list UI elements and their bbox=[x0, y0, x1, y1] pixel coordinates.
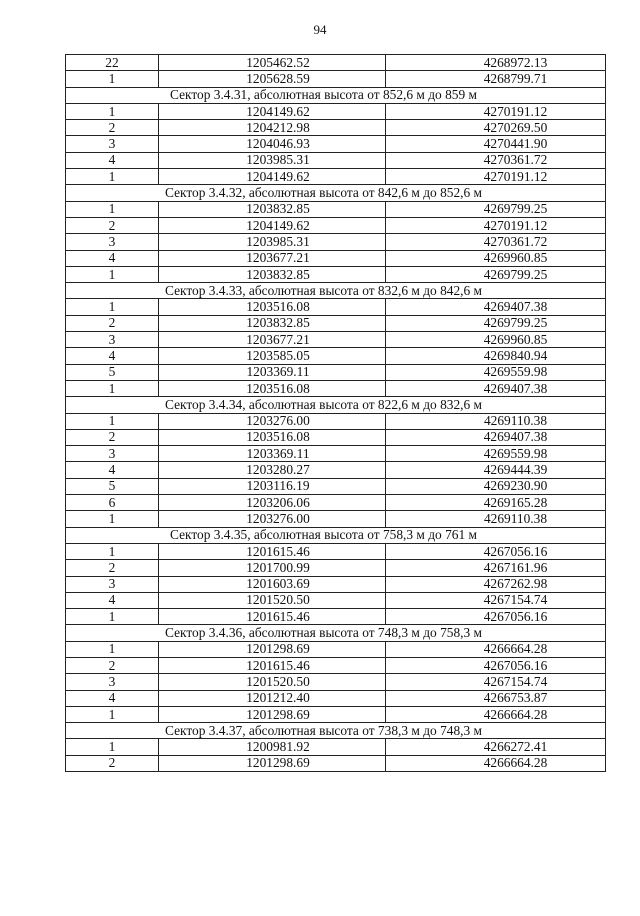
x-coordinate-cell: 1203516.08 bbox=[159, 299, 386, 315]
y-coordinate-cell: 4269230.90 bbox=[386, 478, 606, 494]
sector-title: Сектор 3.4.36, абсолютная высота от 748,3 м до 758,3 м bbox=[66, 625, 606, 641]
y-coordinate-cell: 4267262.98 bbox=[386, 576, 606, 592]
point-number-cell: 1 bbox=[66, 71, 159, 87]
x-coordinate-cell: 1203985.31 bbox=[159, 152, 386, 168]
x-coordinate-cell: 1201603.69 bbox=[159, 576, 386, 592]
x-coordinate-cell: 1204149.62 bbox=[159, 217, 386, 233]
x-coordinate-cell: 1201615.46 bbox=[159, 609, 386, 625]
table-row bbox=[66, 511, 606, 527]
point-number-cell: 5 bbox=[66, 478, 159, 494]
point-number-cell: 2 bbox=[66, 429, 159, 445]
y-coordinate-cell: 4267056.16 bbox=[386, 543, 606, 559]
table-row bbox=[66, 201, 606, 217]
table-row bbox=[66, 380, 606, 396]
point-number-cell: 2 bbox=[66, 315, 159, 331]
x-coordinate-cell: 1205628.59 bbox=[159, 71, 386, 87]
y-coordinate-cell: 4270441.90 bbox=[386, 136, 606, 152]
table-row bbox=[66, 576, 606, 592]
table-row bbox=[66, 332, 606, 348]
y-coordinate-cell: 4269110.38 bbox=[386, 413, 606, 429]
table-row bbox=[66, 429, 606, 445]
x-coordinate-cell: 1203832.85 bbox=[159, 266, 386, 282]
x-coordinate-cell: 1203280.27 bbox=[159, 462, 386, 478]
table-row bbox=[66, 478, 606, 494]
y-coordinate-cell: 4270361.72 bbox=[386, 234, 606, 250]
y-coordinate-cell: 4266272.41 bbox=[386, 739, 606, 755]
point-number-cell: 1 bbox=[66, 609, 159, 625]
table-row bbox=[66, 217, 606, 233]
point-number-cell: 1 bbox=[66, 169, 159, 185]
point-number-cell: 22 bbox=[66, 55, 159, 71]
x-coordinate-cell: 1203116.19 bbox=[159, 478, 386, 494]
sector-title: Сектор 3.4.31, абсолютная высота от 852,6 м до 859 м bbox=[66, 87, 606, 103]
y-coordinate-cell: 4269960.85 bbox=[386, 250, 606, 266]
table-row bbox=[66, 462, 606, 478]
y-coordinate-cell: 4270361.72 bbox=[386, 152, 606, 168]
table-row bbox=[66, 495, 606, 511]
x-coordinate-cell: 1201212.40 bbox=[159, 690, 386, 706]
table-row bbox=[66, 706, 606, 722]
point-number-cell: 1 bbox=[66, 201, 159, 217]
x-coordinate-cell: 1203985.31 bbox=[159, 234, 386, 250]
point-number-cell: 3 bbox=[66, 234, 159, 250]
y-coordinate-cell: 4270191.12 bbox=[386, 103, 606, 119]
y-coordinate-cell: 4269407.38 bbox=[386, 299, 606, 315]
table-row bbox=[66, 413, 606, 429]
x-coordinate-cell: 1200981.92 bbox=[159, 739, 386, 755]
table-row bbox=[66, 543, 606, 559]
y-coordinate-cell: 4266664.28 bbox=[386, 706, 606, 722]
y-coordinate-cell: 4266664.28 bbox=[386, 641, 606, 657]
table-row bbox=[66, 690, 606, 706]
x-coordinate-cell: 1204149.62 bbox=[159, 103, 386, 119]
y-coordinate-cell: 4269559.98 bbox=[386, 364, 606, 380]
coordinates-table-body bbox=[66, 55, 606, 772]
point-number-cell: 6 bbox=[66, 495, 159, 511]
x-coordinate-cell: 1204212.98 bbox=[159, 120, 386, 136]
x-coordinate-cell: 1203369.11 bbox=[159, 446, 386, 462]
x-coordinate-cell: 1203369.11 bbox=[159, 364, 386, 380]
table-row bbox=[66, 103, 606, 119]
table-row bbox=[66, 755, 606, 771]
y-coordinate-cell: 4269960.85 bbox=[386, 332, 606, 348]
y-coordinate-cell: 4267056.16 bbox=[386, 609, 606, 625]
y-coordinate-cell: 4269559.98 bbox=[386, 446, 606, 462]
page-number: 94 bbox=[313, 22, 327, 37]
x-coordinate-cell: 1201298.69 bbox=[159, 755, 386, 771]
point-number-cell: 1 bbox=[66, 266, 159, 282]
point-number-cell: 4 bbox=[66, 152, 159, 168]
x-coordinate-cell: 1204046.93 bbox=[159, 136, 386, 152]
sector-header-row bbox=[66, 527, 606, 543]
table-row bbox=[66, 169, 606, 185]
x-coordinate-cell: 1203585.05 bbox=[159, 348, 386, 364]
y-coordinate-cell: 4266664.28 bbox=[386, 755, 606, 771]
y-coordinate-cell: 4269407.38 bbox=[386, 429, 606, 445]
table-row bbox=[66, 234, 606, 250]
y-coordinate-cell: 4269110.38 bbox=[386, 511, 606, 527]
point-number-cell: 4 bbox=[66, 592, 159, 608]
x-coordinate-cell: 1203832.85 bbox=[159, 315, 386, 331]
x-coordinate-cell: 1203677.21 bbox=[159, 250, 386, 266]
point-number-cell: 3 bbox=[66, 332, 159, 348]
y-coordinate-cell: 4267161.96 bbox=[386, 560, 606, 576]
sector-title: Сектор 3.4.33, абсолютная высота от 832,6 м до 842,6 м bbox=[66, 283, 606, 299]
sector-title: Сектор 3.4.34, абсолютная высота от 822,6 м до 832,6 м bbox=[66, 397, 606, 413]
point-number-cell: 1 bbox=[66, 543, 159, 559]
y-coordinate-cell: 4270191.12 bbox=[386, 217, 606, 233]
x-coordinate-cell: 1201298.69 bbox=[159, 641, 386, 657]
y-coordinate-cell: 4269799.25 bbox=[386, 201, 606, 217]
table-row bbox=[66, 364, 606, 380]
x-coordinate-cell: 1203516.08 bbox=[159, 429, 386, 445]
sector-header-row bbox=[66, 185, 606, 201]
y-coordinate-cell: 4268972.13 bbox=[386, 55, 606, 71]
point-number-cell: 2 bbox=[66, 217, 159, 233]
point-number-cell: 4 bbox=[66, 462, 159, 478]
table-row bbox=[66, 641, 606, 657]
x-coordinate-cell: 1203832.85 bbox=[159, 201, 386, 217]
x-coordinate-cell: 1201700.99 bbox=[159, 560, 386, 576]
point-number-cell: 2 bbox=[66, 560, 159, 576]
sector-header-row bbox=[66, 625, 606, 641]
point-number-cell: 3 bbox=[66, 136, 159, 152]
point-number-cell: 2 bbox=[66, 657, 159, 673]
x-coordinate-cell: 1203677.21 bbox=[159, 332, 386, 348]
x-coordinate-cell: 1201615.46 bbox=[159, 543, 386, 559]
x-coordinate-cell: 1204149.62 bbox=[159, 169, 386, 185]
x-coordinate-cell: 1205462.52 bbox=[159, 55, 386, 71]
table-row bbox=[66, 299, 606, 315]
x-coordinate-cell: 1201615.46 bbox=[159, 657, 386, 673]
y-coordinate-cell: 4267154.74 bbox=[386, 592, 606, 608]
point-number-cell: 1 bbox=[66, 511, 159, 527]
y-coordinate-cell: 4269444.39 bbox=[386, 462, 606, 478]
point-number-cell: 1 bbox=[66, 380, 159, 396]
y-coordinate-cell: 4268799.71 bbox=[386, 71, 606, 87]
point-number-cell: 3 bbox=[66, 446, 159, 462]
x-coordinate-cell: 1203276.00 bbox=[159, 413, 386, 429]
sector-header-row bbox=[66, 397, 606, 413]
point-number-cell: 4 bbox=[66, 250, 159, 266]
table-row bbox=[66, 315, 606, 331]
y-coordinate-cell: 4269840.94 bbox=[386, 348, 606, 364]
x-coordinate-cell: 1203206.06 bbox=[159, 495, 386, 511]
table-row bbox=[66, 250, 606, 266]
table-row bbox=[66, 674, 606, 690]
y-coordinate-cell: 4269407.38 bbox=[386, 380, 606, 396]
table-row bbox=[66, 609, 606, 625]
sector-title: Сектор 3.4.32, абсолютная высота от 842,6 м до 852,6 м bbox=[66, 185, 606, 201]
y-coordinate-cell: 4266753.87 bbox=[386, 690, 606, 706]
table-row bbox=[66, 657, 606, 673]
point-number-cell: 5 bbox=[66, 364, 159, 380]
sector-header-row bbox=[66, 283, 606, 299]
x-coordinate-cell: 1201520.50 bbox=[159, 674, 386, 690]
table-row bbox=[66, 136, 606, 152]
point-number-cell: 1 bbox=[66, 299, 159, 315]
table-row bbox=[66, 266, 606, 282]
table-row bbox=[66, 446, 606, 462]
point-number-cell: 1 bbox=[66, 413, 159, 429]
point-number-cell: 3 bbox=[66, 576, 159, 592]
x-coordinate-cell: 1203516.08 bbox=[159, 380, 386, 396]
y-coordinate-cell: 4269799.25 bbox=[386, 315, 606, 331]
point-number-cell: 1 bbox=[66, 641, 159, 657]
point-number-cell: 2 bbox=[66, 755, 159, 771]
y-coordinate-cell: 4267154.74 bbox=[386, 674, 606, 690]
coordinates-table bbox=[65, 54, 606, 772]
sector-title: Сектор 3.4.37, абсолютная высота от 738,3 м до 748,3 м bbox=[66, 723, 606, 739]
y-coordinate-cell: 4270191.12 bbox=[386, 169, 606, 185]
table-row bbox=[66, 71, 606, 87]
x-coordinate-cell: 1201298.69 bbox=[159, 706, 386, 722]
point-number-cell: 4 bbox=[66, 690, 159, 706]
sector-title: Сектор 3.4.35, абсолютная высота от 758,3 м до 761 м bbox=[66, 527, 606, 543]
y-coordinate-cell: 4270269.50 bbox=[386, 120, 606, 136]
table-row bbox=[66, 560, 606, 576]
table-row bbox=[66, 739, 606, 755]
y-coordinate-cell: 4269165.28 bbox=[386, 495, 606, 511]
point-number-cell: 1 bbox=[66, 103, 159, 119]
y-coordinate-cell: 4269799.25 bbox=[386, 266, 606, 282]
x-coordinate-cell: 1203276.00 bbox=[159, 511, 386, 527]
table-row bbox=[66, 55, 606, 71]
table-row bbox=[66, 348, 606, 364]
point-number-cell: 1 bbox=[66, 739, 159, 755]
point-number-cell: 2 bbox=[66, 120, 159, 136]
table-row bbox=[66, 120, 606, 136]
point-number-cell: 1 bbox=[66, 706, 159, 722]
point-number-cell: 3 bbox=[66, 674, 159, 690]
y-coordinate-cell: 4267056.16 bbox=[386, 657, 606, 673]
table-row bbox=[66, 152, 606, 168]
sector-header-row bbox=[66, 723, 606, 739]
point-number-cell: 4 bbox=[66, 348, 159, 364]
x-coordinate-cell: 1201520.50 bbox=[159, 592, 386, 608]
sector-header-row bbox=[66, 87, 606, 103]
table-row bbox=[66, 592, 606, 608]
